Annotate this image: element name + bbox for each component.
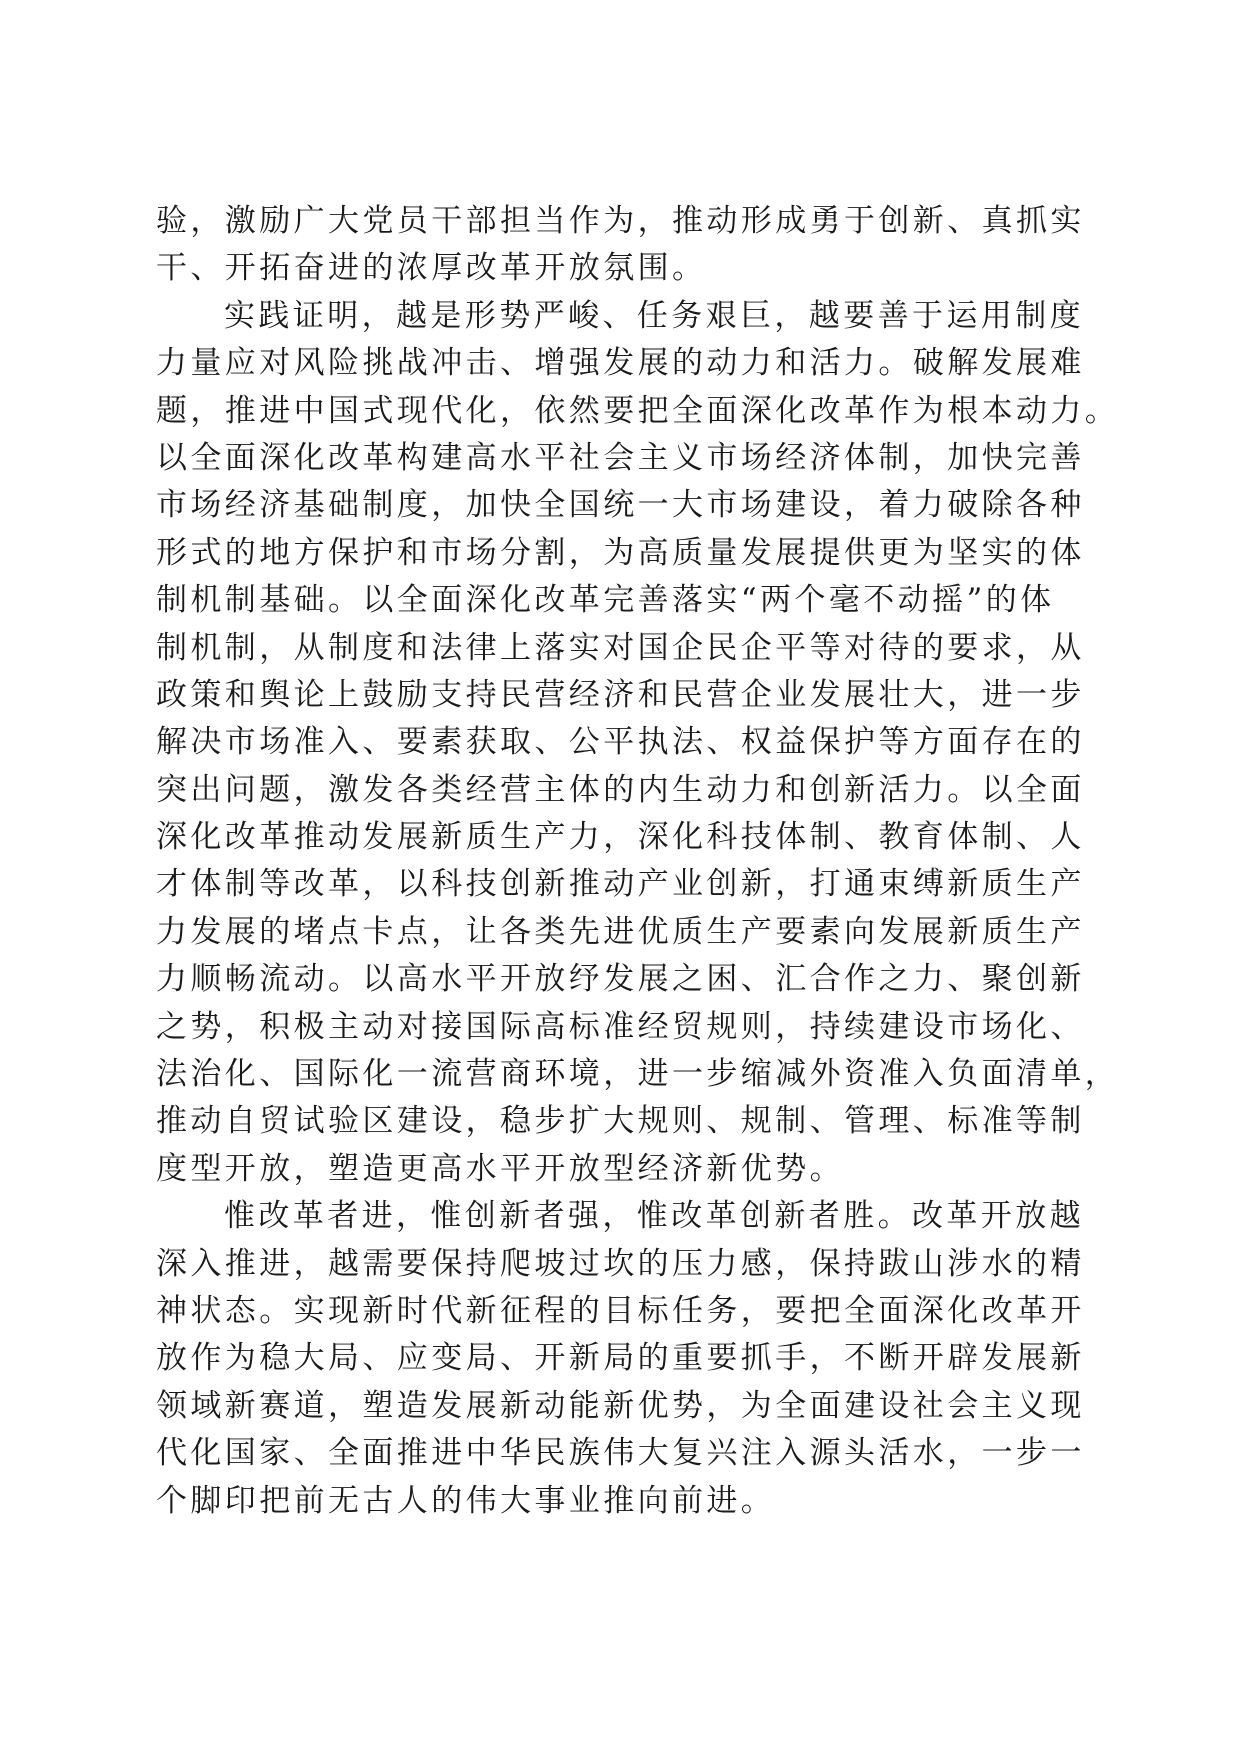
text-line: 深入推进，越需要保持爬坡过坎的压力感，保持跋山涉水的精 xyxy=(156,1245,1085,1282)
text-line: 代化国家、全面推进中华民族伟大复兴注入源头活水，一步一 xyxy=(156,1435,1085,1472)
article-body xyxy=(156,198,1120,1525)
text-line: 个脚印把前无古人的伟大事业推向前进。 xyxy=(156,1482,776,1519)
paragraph-3 xyxy=(156,1193,1086,1525)
text-line: 推动自贸试验区建设，稳步扩大规则、规制、管理、标准等制 xyxy=(156,1103,1085,1140)
paragraph-2 xyxy=(156,293,1120,1193)
text-line: 神状态。实现新时代新征程的目标任务，要把全面深化改革开 xyxy=(156,1292,1085,1329)
text-line: 制机制，从制度和法律上落实对国企民企平等对待的要求，从 xyxy=(156,629,1085,666)
text-line: 领域新赛道，塑造发展新动能新优势，为全面建设社会主义现 xyxy=(156,1387,1085,1424)
paragraph-1 xyxy=(156,198,1086,293)
text-line: 突出问题，激发各类经营主体的内生动力和创新活力。以全面 xyxy=(156,771,1085,808)
text-line: 力顺畅流动。以高水平开放纾发展之困、汇合作之力、聚创新 xyxy=(156,961,1085,998)
text-line: 验，激励广大党员干部担当作为，推动形成勇于创新、真抓实 xyxy=(156,203,1085,239)
text-line: 力量应对风险挑战冲击、增强发展的动力和活力。破解发展难 xyxy=(156,345,1085,382)
text-line: 干、开拓奋进的浓厚改革开放氛围。 xyxy=(156,250,707,287)
text-line: 政策和舆论上鼓励支持民营经济和民营企业发展壮大，进一步 xyxy=(156,676,1085,713)
text-line: 题，推进中国式现代化，依然要把全面深化改革作为根本动力。 xyxy=(156,392,1120,429)
text-line: 放作为稳大局、应变局、开新局的重要抓手，不断开辟发展新 xyxy=(156,1340,1085,1377)
text-line: 才体制等改革，以科技创新推动产业创新，打通束缚新质生产 xyxy=(156,866,1085,903)
text-line: 实践证明，越是形势严峻、任务艰巨，越要善于运用制度 xyxy=(224,297,1084,334)
text-line: 惟改革者进，惟创新者强，惟改革创新者胜。改革开放越 xyxy=(224,1198,1084,1235)
text-line: 深化改革推动发展新质生产力，深化科技体制、教育体制、人 xyxy=(156,819,1085,856)
text-line: 形式的地方保护和市场分割，为高质量发展提供更为坚实的体 xyxy=(156,534,1085,571)
text-line: 度型开放，塑造更高水平开放型经济新优势。 xyxy=(156,1150,844,1187)
text-line: 市场经济基础制度，加快全国统一大市场建设，着力破除各种 xyxy=(156,487,1085,524)
text-line: 之势，积极主动对接国际高标准经贸规则，持续建设市场化、 xyxy=(156,1008,1085,1045)
text-line: 以全面深化改革构建高水平社会主义市场经济体制，加快完善 xyxy=(156,439,1085,476)
text-line: 制机制基础。以全面深化改革完善落实“两个毫不动摇”的体 xyxy=(156,582,1055,619)
text-line: 解决市场准入、要素获取、公平执法、权益保护等方面存在的 xyxy=(156,724,1085,761)
text-line: 法治化、国际化一流营商环境，进一步缩减外资准入负面清单， xyxy=(156,1056,1120,1093)
text-line: 力发展的堵点卡点，让各类先进优质生产要素向发展新质生产 xyxy=(156,913,1085,950)
